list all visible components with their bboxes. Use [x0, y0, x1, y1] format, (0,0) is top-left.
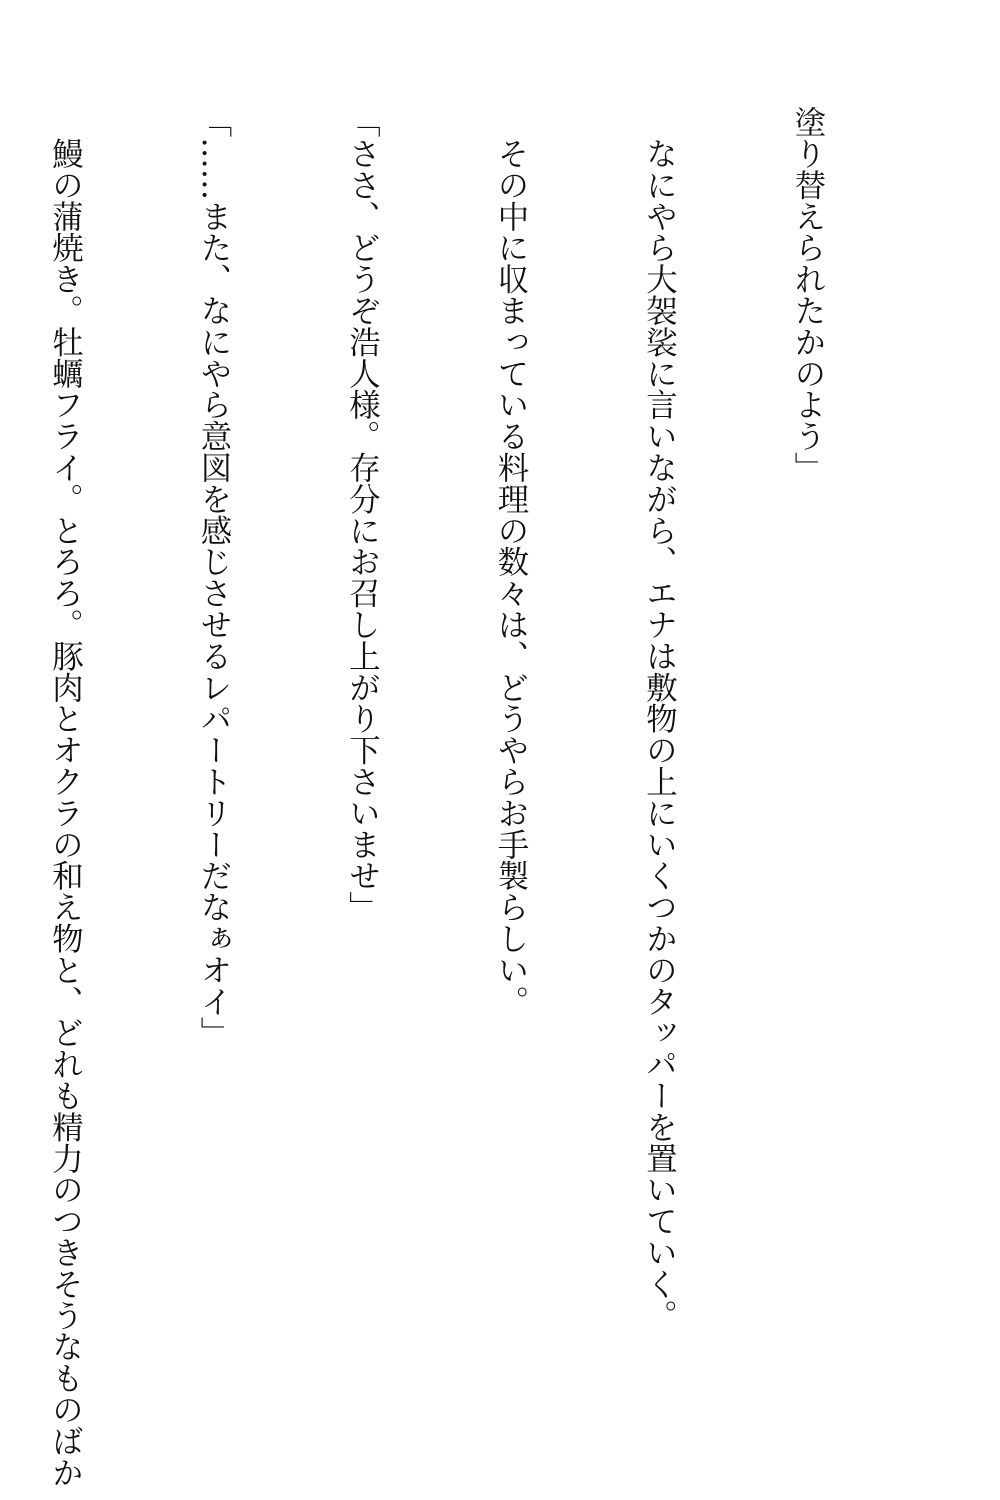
text-line: 鰻の蒲焼き。牡蠣フライ。とろろ。豚肉とオクラの和え物と、どれも精力のつきそうなものばか	[46, 106, 83, 1488]
text-line: 「……また、なにやら意図を感じさせるレパートリーだなぁオイ」	[195, 106, 231, 1048]
vertical-text-block	[0, 106, 930, 1488]
text-line: その中に収まっている料理の数々は、どうやらお手製らしい。	[492, 106, 528, 1017]
text-line: 「ささ、どうぞ浩人様。存分にお召し上がり下さいませ」	[343, 106, 380, 923]
text-line: なにやら大袈裟に言いながら、エナは敷物の上にいくつかのタッパーを置いていく。	[640, 106, 677, 1331]
text-line: 塗り替えられたかのよう」	[789, 106, 825, 483]
